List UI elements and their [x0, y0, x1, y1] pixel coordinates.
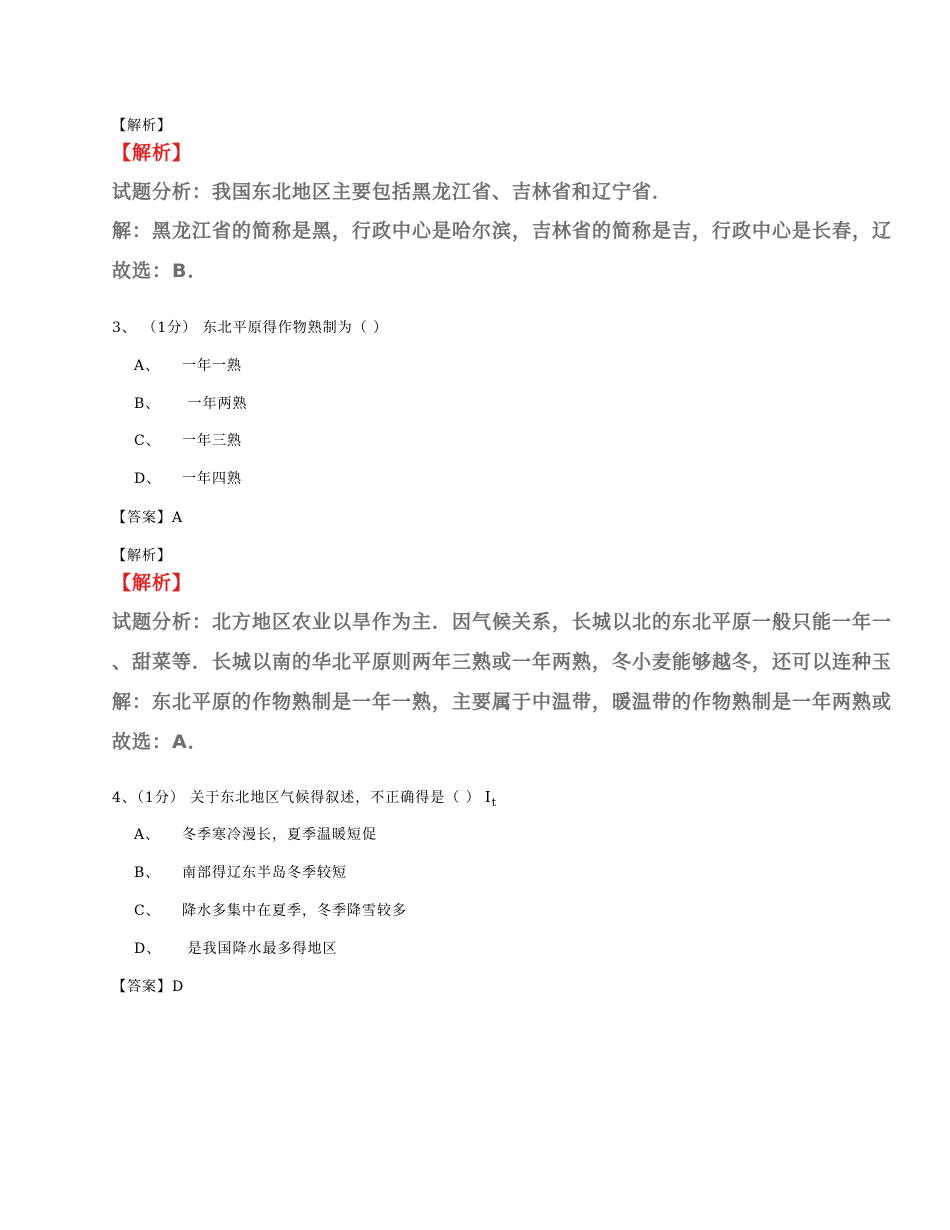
option-label: A、 — [134, 358, 161, 374]
option-label: C、 — [134, 903, 161, 919]
option-text: 降水多集中在夏季，冬季降雪较多 — [182, 903, 407, 919]
question-3-option-d — [134, 468, 242, 488]
question-3-solution: 解：东北平原的作物熟制是一年一熟，主要属于中温带，暖温带的作物熟制是一年两熟或 — [112, 691, 893, 713]
question-4-option-c — [134, 900, 407, 920]
question-3-analysis-line-1: 试题分析：北方地区农业以旱作为主．因气候关系，长城以北的东北平原一般只能一年一 — [112, 611, 893, 633]
question-3-jiexi-heading: 【解析】 — [112, 572, 193, 594]
option-label: D、 — [134, 941, 162, 957]
option-label: A、 — [134, 827, 161, 843]
stray-mark — [484, 788, 498, 809]
question-3-analysis-line-2: 、甜菜等．长城以南的华北平原则两年三熟或一年两熟，冬小麦能够越冬，还可以连种玉 — [112, 651, 893, 673]
jiexi-heading: 【解析】 — [112, 142, 193, 164]
option-label: C、 — [134, 433, 161, 449]
question-3-option-b — [134, 393, 247, 413]
option-text: 一年四熟 — [182, 471, 242, 487]
question-3-option-a — [134, 355, 242, 375]
stray-mark-sub: t — [491, 796, 498, 809]
question-4-option-d — [134, 938, 337, 958]
question-4-option-a — [134, 824, 377, 844]
question-3-stem: 3、 （1分） 东北平原得作物熟制为（ ） — [112, 320, 389, 336]
analysis-text: 试题分析：我国东北地区主要包括黑龙江省、吉林省和辽宁省． — [112, 181, 673, 203]
option-label: B、 — [134, 396, 161, 412]
question-3-answer: 【答案】A — [112, 510, 184, 526]
option-text: 一年三熟 — [182, 433, 242, 449]
question-4-stem-text: 4、（1分） 关于东北地区气候得叙述，不正确得是（ ） — [112, 790, 481, 806]
question-4-option-b — [134, 862, 347, 882]
option-text: 一年一熟 — [182, 358, 242, 374]
option-text: 一年两熟 — [182, 396, 248, 412]
option-text: 冬季寒冷漫长，夏季温暖短促 — [182, 827, 377, 843]
option-label: B、 — [134, 865, 161, 881]
option-text: 是我国降水最多得地区 — [182, 941, 338, 957]
stray-mark-main: I — [484, 788, 492, 806]
question-3-choice: 故选：A． — [112, 731, 208, 753]
option-text: 南部得辽东半岛冬季较短 — [182, 865, 347, 881]
question-3-option-c — [134, 430, 242, 450]
question-3-jiexi-label: 【解析】 — [112, 548, 172, 564]
solution-text: 解：黑龙江省的简称是黑，行政中心是哈尔滨，吉林省的简称是吉，行政中心是长春，辽 — [112, 220, 893, 242]
choice-text: 故选：B． — [112, 260, 208, 282]
question-4-answer: 【答案】D — [112, 979, 185, 995]
option-label: D、 — [134, 471, 162, 487]
question-4-stem — [112, 787, 497, 809]
jiexi-label: 【解析】 — [112, 118, 172, 134]
